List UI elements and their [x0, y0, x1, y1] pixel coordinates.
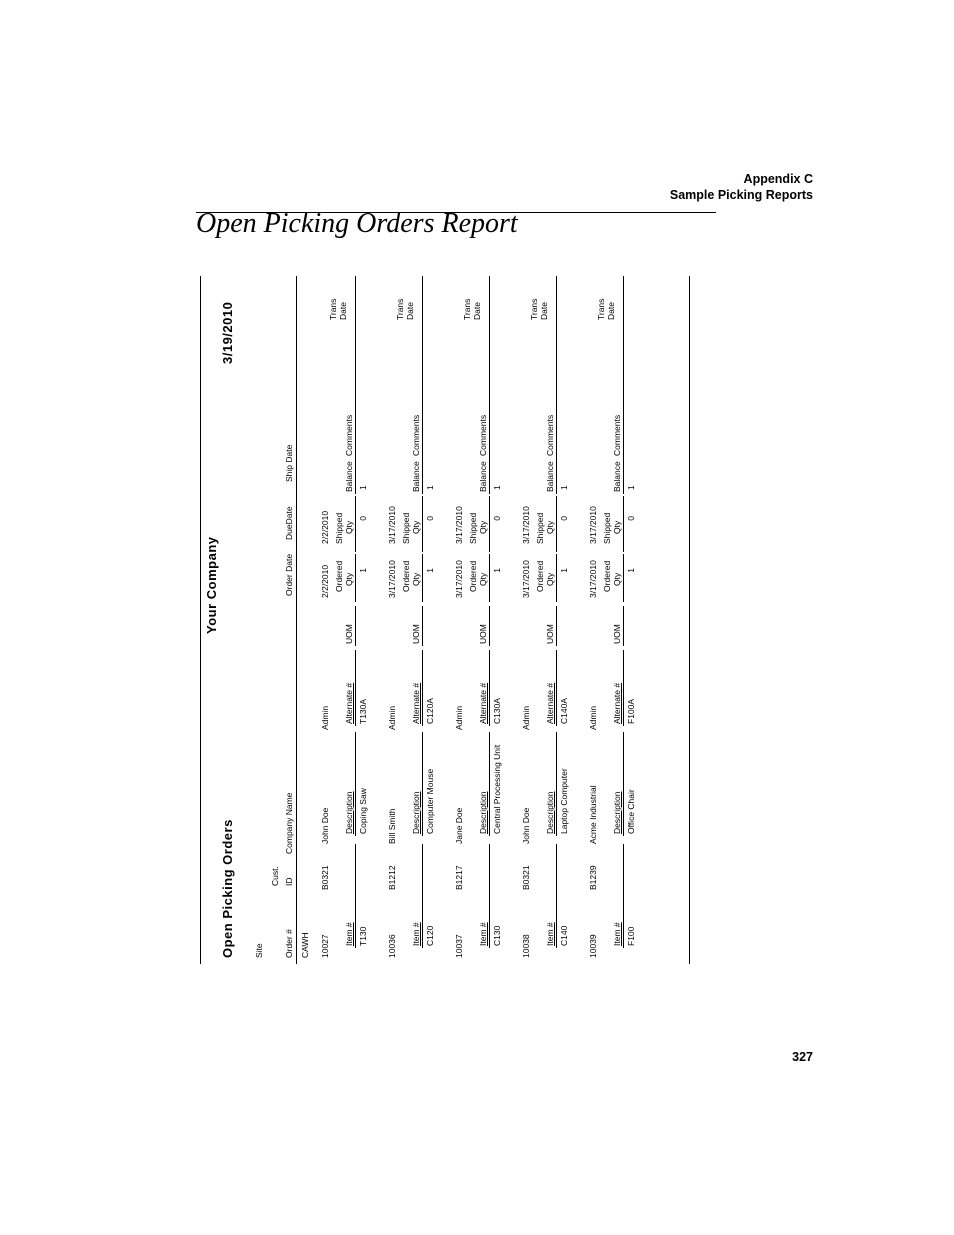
balance-label: Balance: [612, 461, 622, 492]
column-underline: [556, 496, 557, 552]
ordered-label-2: Qty: [344, 572, 354, 586]
column-underline: [623, 496, 624, 552]
shipped-qty: 0: [358, 516, 368, 521]
alternate-number: C140A: [559, 698, 569, 724]
order-user: Admin: [320, 705, 330, 730]
column-underline: [556, 650, 557, 726]
due-date: 3/17/2010: [588, 506, 598, 544]
column-underline: [489, 276, 490, 320]
shipped-label-1: Shipped: [602, 512, 612, 544]
shipped-label-1: Shipped: [535, 512, 545, 544]
col-due-date: DueDate: [284, 506, 294, 540]
column-underline: [556, 276, 557, 320]
balance-label: Balance: [478, 461, 488, 492]
column-underline: [556, 554, 557, 602]
col-cust-1: Cust.: [270, 866, 280, 886]
order-user: Admin: [454, 705, 464, 730]
column-underline: [489, 496, 490, 552]
item-number: C130: [492, 925, 502, 946]
column-underline: [422, 606, 423, 646]
ordered-label-2: Qty: [612, 572, 622, 586]
balance-label: Balance: [344, 461, 354, 492]
description-label: Description: [545, 791, 555, 834]
column-underline: [422, 320, 423, 494]
balance-qty: 1: [559, 485, 569, 490]
comments-label: Comments: [545, 414, 555, 456]
trans-label-2: Date: [405, 302, 415, 320]
item-number: C120: [425, 925, 435, 946]
column-underline: [422, 496, 423, 552]
column-underline: [355, 650, 356, 726]
col-order: Order #: [284, 929, 294, 958]
order-number: 10027: [320, 934, 330, 958]
ordered-qty: 1: [425, 568, 435, 573]
alternate-number: C120A: [425, 698, 435, 724]
item-description: Office Chair: [626, 789, 636, 834]
ordered-qty: 1: [559, 568, 569, 573]
alternate-number: T130A: [358, 698, 368, 724]
comments-label: Comments: [344, 414, 354, 456]
customer-id: B1239: [588, 865, 598, 890]
column-underline: [355, 320, 356, 494]
balance-qty: 1: [626, 485, 636, 490]
column-underline: [355, 554, 356, 602]
shipped-label-2: Qty: [545, 520, 555, 534]
customer-id: B1217: [454, 865, 464, 890]
description-label: Description: [411, 791, 421, 834]
column-underline: [623, 606, 624, 646]
uom-label: UOM: [344, 624, 354, 644]
due-date: 3/17/2010: [454, 506, 464, 544]
alternate-label: Alternate #: [411, 682, 421, 724]
section-label: Sample Picking Reports: [669, 188, 813, 202]
due-date: 3/17/2010: [387, 506, 397, 544]
comments-label: Comments: [411, 414, 421, 456]
column-underline: [623, 554, 624, 602]
shipped-qty: 0: [626, 516, 636, 521]
column-underline: [556, 320, 557, 494]
shipped-label-2: Qty: [612, 520, 622, 534]
shipped-label-1: Shipped: [468, 512, 478, 544]
alternate-label: Alternate #: [545, 682, 555, 724]
due-date: 3/17/2010: [521, 506, 531, 544]
shipped-qty: 0: [559, 516, 569, 521]
order-number: 10038: [521, 934, 531, 958]
column-underline: [355, 276, 356, 320]
balance-qty: 1: [425, 485, 435, 490]
ordered-label-1: Ordered: [535, 560, 545, 592]
item-number: F100: [626, 926, 636, 946]
description-label: Description: [344, 791, 354, 834]
column-underline: [623, 276, 624, 320]
ordered-qty: 1: [358, 568, 368, 573]
order-number: 10036: [387, 934, 397, 958]
ordered-label-2: Qty: [411, 572, 421, 586]
ordered-label-1: Ordered: [468, 560, 478, 592]
column-underline: [422, 732, 423, 836]
customer-id: B0321: [521, 865, 531, 890]
company-name: John Doe: [320, 807, 330, 844]
col-cust-2: ID: [284, 877, 294, 886]
col-site: Site: [254, 943, 264, 958]
ordered-qty: 1: [492, 568, 502, 573]
page-number: 327: [792, 1050, 813, 1064]
uom-label: UOM: [545, 624, 555, 644]
column-underline: [422, 650, 423, 726]
order-date: 3/17/2010: [454, 560, 464, 598]
shipped-qty: 0: [425, 516, 435, 521]
trans-label-1: Trans: [529, 298, 539, 320]
customer-id: B1212: [387, 865, 397, 890]
shipped-qty: 0: [492, 516, 502, 521]
col-company-name: Company Name: [284, 792, 294, 854]
column-underline: [623, 732, 624, 836]
company-name: John Doe: [521, 807, 531, 844]
column-underline: [489, 844, 490, 948]
item-label: Item #: [478, 922, 488, 946]
report-header-rule: [296, 276, 297, 964]
company-name: Jane Doe: [454, 807, 464, 844]
ordered-label-1: Ordered: [602, 560, 612, 592]
trans-label-2: Date: [606, 302, 616, 320]
column-underline: [422, 554, 423, 602]
trans-label-1: Trans: [328, 298, 338, 320]
trans-label-1: Trans: [462, 298, 472, 320]
col-order-date: Order Date: [284, 553, 294, 596]
alternate-label: Alternate #: [478, 682, 488, 724]
column-underline: [489, 650, 490, 726]
comments-label: Comments: [478, 414, 488, 456]
report-company: Your Company: [204, 536, 219, 634]
item-description: Central Processing Unit: [492, 744, 502, 834]
alternate-label: Alternate #: [344, 682, 354, 724]
column-underline: [422, 276, 423, 320]
ordered-label-2: Qty: [478, 572, 488, 586]
open-picking-orders-report: [200, 276, 690, 964]
column-underline: [489, 606, 490, 646]
order-date: 3/17/2010: [521, 560, 531, 598]
shipped-label-2: Qty: [411, 520, 421, 534]
ordered-qty: 1: [626, 568, 636, 573]
order-user: Admin: [588, 705, 598, 730]
shipped-label-1: Shipped: [401, 512, 411, 544]
column-underline: [489, 554, 490, 602]
uom-label: UOM: [411, 624, 421, 644]
item-description: Computer Mouse: [425, 768, 435, 834]
trans-label-1: Trans: [395, 298, 405, 320]
balance-label: Balance: [545, 461, 555, 492]
item-number: T130: [358, 926, 368, 946]
page-title: Open Picking Orders Report: [196, 208, 518, 239]
column-underline: [489, 732, 490, 836]
col-ship-date: Ship Date: [284, 444, 294, 482]
appendix-label: Appendix C: [743, 172, 813, 186]
item-label: Item #: [344, 922, 354, 946]
description-label: Description: [478, 791, 488, 834]
order-number: 10039: [588, 934, 598, 958]
ordered-label-1: Ordered: [334, 560, 344, 592]
shipped-label-2: Qty: [344, 520, 354, 534]
item-label: Item #: [612, 922, 622, 946]
column-underline: [623, 844, 624, 948]
report-top-rule: [200, 276, 201, 964]
column-underline: [556, 844, 557, 948]
company-name: Bill Smith: [387, 808, 397, 844]
column-underline: [556, 606, 557, 646]
item-label: Item #: [411, 922, 421, 946]
description-label: Description: [612, 791, 622, 834]
column-underline: [355, 732, 356, 836]
alternate-number: F100A: [626, 698, 636, 724]
uom-label: UOM: [478, 624, 488, 644]
comments-label: Comments: [612, 414, 622, 456]
order-date: 3/17/2010: [387, 560, 397, 598]
due-date: 2/2/2010: [320, 510, 330, 544]
report-title: Open Picking Orders: [220, 819, 235, 958]
site-value: CAWH: [300, 932, 310, 958]
ordered-label-1: Ordered: [401, 560, 411, 592]
column-underline: [422, 844, 423, 948]
trans-label-2: Date: [338, 302, 348, 320]
ordered-label-2: Qty: [545, 572, 555, 586]
alternate-number: C130A: [492, 698, 502, 724]
order-user: Admin: [521, 705, 531, 730]
order-date: 3/17/2010: [588, 560, 598, 598]
column-underline: [556, 732, 557, 836]
shipped-label-1: Shipped: [334, 512, 344, 544]
item-number: C140: [559, 925, 569, 946]
column-underline: [355, 496, 356, 552]
trans-label-1: Trans: [596, 298, 606, 320]
column-underline: [489, 320, 490, 494]
uom-label: UOM: [612, 624, 622, 644]
order-user: Admin: [387, 705, 397, 730]
shipped-label-2: Qty: [478, 520, 488, 534]
balance-label: Balance: [411, 461, 421, 492]
alternate-label: Alternate #: [612, 682, 622, 724]
item-description: Laptop Computer: [559, 768, 569, 834]
report-bottom-rule: [689, 276, 690, 964]
customer-id: B0321: [320, 865, 330, 890]
trans-label-2: Date: [472, 302, 482, 320]
column-underline: [623, 320, 624, 494]
column-underline: [355, 844, 356, 948]
order-number: 10037: [454, 934, 464, 958]
company-name: Acme Industrial: [588, 785, 598, 844]
column-underline: [355, 606, 356, 646]
order-date: 2/2/2010: [320, 564, 330, 598]
report-date: 3/19/2010: [220, 301, 235, 364]
rotated-report-figure: [200, 276, 690, 964]
column-underline: [623, 650, 624, 726]
trans-label-2: Date: [539, 302, 549, 320]
balance-qty: 1: [358, 485, 368, 490]
item-description: Coping Saw: [358, 788, 368, 834]
balance-qty: 1: [492, 485, 502, 490]
item-label: Item #: [545, 922, 555, 946]
